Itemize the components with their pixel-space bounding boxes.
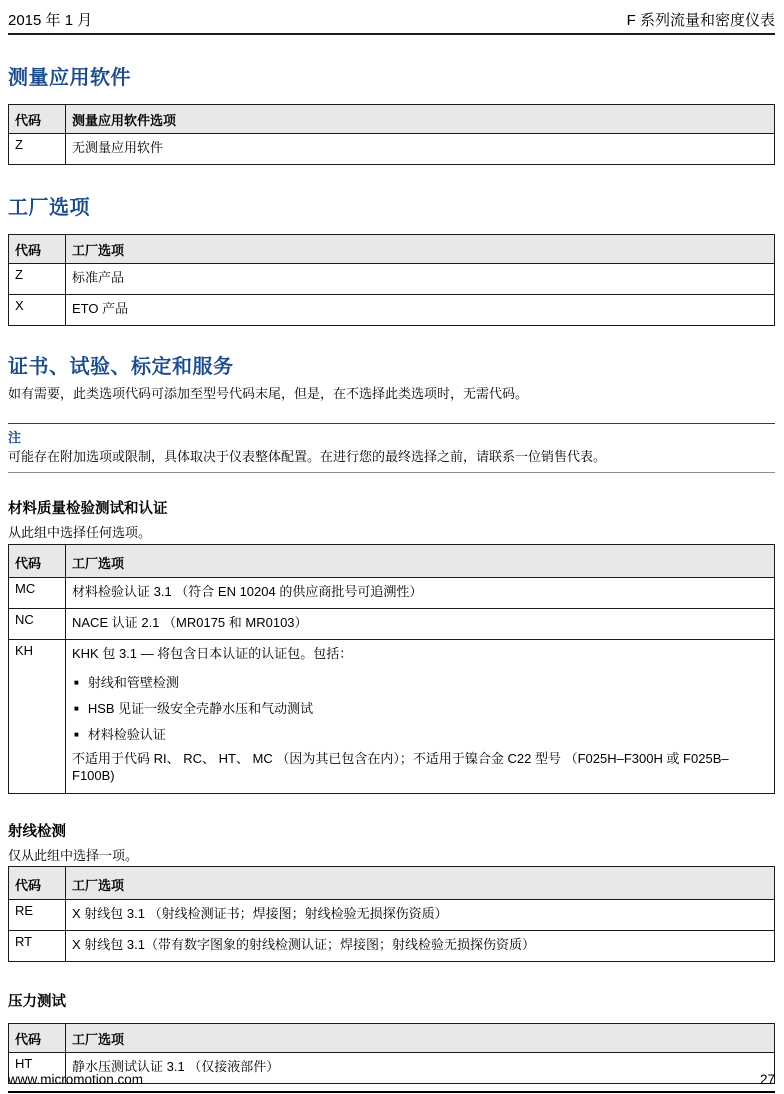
section-title-factory-options: 工厂选项 — [8, 197, 90, 219]
page-footer — [8, 1072, 775, 1093]
table-row — [9, 577, 775, 608]
kh-option-intro: KHK 包 3.1 — 将包含日本认证的认证包。包括： — [72, 645, 353, 661]
kh-restriction-note: 不适用于代码 RI、 RC、 HT、 MC （因为其已包含在内）；不适用于镍合金 C22 型号 （F025H–F300H 或 F025B–F100B) — [72, 750, 729, 784]
code-column-header: 代码 — [9, 867, 66, 900]
option-column-header: 工厂选项 — [66, 235, 775, 264]
kh-bullet-list — [74, 672, 768, 743]
option-cell: X 射线包 3.1 （射线检测证书；焊接图；射线检验无损探伤资质） — [66, 900, 775, 931]
page-header — [8, 0, 775, 35]
footer-url: www.micromotion.com — [8, 1072, 144, 1087]
table-row — [9, 264, 775, 295]
option-column-header: 工厂选项 — [66, 544, 775, 577]
option-cell: 静水压测试认证 3.1 （仅接液部件） — [66, 1053, 775, 1084]
code-cell: HT — [9, 1053, 66, 1084]
table-row — [9, 639, 775, 793]
code-column-header: 代码 — [9, 544, 66, 577]
code-cell: RE — [9, 900, 66, 931]
measurement-software-table — [8, 104, 775, 165]
option-cell: 无测量应用软件 — [66, 134, 775, 165]
subsection-title-radiographic: 射线检测 — [8, 823, 66, 840]
code-cell: KH — [9, 639, 66, 793]
code-cell: MC — [9, 577, 66, 608]
subsection-title-material-quality: 材料质量检验测试和认证 — [8, 501, 168, 518]
footer-page-number: 27 — [759, 1072, 775, 1087]
code-cell: RT — [9, 931, 66, 962]
code-column-header: 代码 — [9, 235, 66, 264]
table-row — [9, 900, 775, 931]
code-cell: NC — [9, 608, 66, 639]
note-block — [8, 423, 775, 474]
note-label: 注 — [8, 429, 22, 445]
table-row — [9, 608, 775, 639]
note-text: 可能存在附加选项或限制，具体取决于仪表整体配置。在进行您的最终选择之前，请联系一位销售代表。 — [8, 448, 607, 464]
bullet-item: ■ HSB 见证一级安全壳静水压和气动测试 — [74, 698, 768, 717]
option-column-header: 测量应用软件选项 — [66, 105, 775, 134]
subsection-title-pressure-test: 压力测试 — [8, 994, 66, 1011]
header-date: 2015 年 1 月 — [8, 12, 93, 29]
radiographic-subtitle: 仅从此组中选择一项。 — [8, 847, 139, 863]
material-quality-table — [8, 544, 775, 794]
option-cell: 材料检验认证 3.1 （符合 EN 10204 的供应商批号可追溯性） — [66, 577, 775, 608]
section-title-certificates: 证书、试验、标定和服务 — [8, 356, 234, 378]
option-cell: 标准产品 — [66, 264, 775, 295]
header-product-title: F 系列流量和密度仪表 — [626, 12, 775, 29]
code-column-header: 代码 — [9, 1024, 66, 1053]
section-title-measurement-software: 测量应用软件 — [8, 67, 131, 89]
table-header-row — [9, 235, 775, 264]
option-column-header: 工厂选项 — [66, 867, 775, 900]
table-header-row — [9, 1024, 775, 1053]
table-header-row — [9, 544, 775, 577]
option-cell: X 射线包 3.1（带有数字图象的射线检测认证；焊接图；射线检验无损探伤资质） — [66, 931, 775, 962]
table-header-row — [9, 867, 775, 900]
bullet-item: ■ 射线和管壁检测 — [74, 672, 768, 691]
option-cell — [66, 639, 775, 793]
table-row — [9, 931, 775, 962]
option-cell: ETO 产品 — [66, 295, 775, 326]
material-quality-subtitle: 从此组中选择任何选项。 — [8, 525, 152, 541]
option-cell: NACE 认证 2.1 （MR0175 和 MR0103） — [66, 608, 775, 639]
factory-options-table — [8, 234, 775, 326]
radiographic-table — [8, 866, 775, 962]
bullet-item: ■ 材料检验认证 — [74, 724, 768, 743]
certificates-intro: 如有需要，此类选项代码可添加至型号代码末尾，但是，在不选择此类选项时，无需代码。 — [8, 386, 529, 401]
code-column-header: 代码 — [9, 105, 66, 134]
table-row — [9, 295, 775, 326]
code-cell: Z — [9, 264, 66, 295]
table-header-row — [9, 105, 775, 134]
code-cell: X — [9, 295, 66, 326]
option-column-header: 工厂选项 — [66, 1024, 775, 1053]
table-row — [9, 134, 775, 165]
code-cell: Z — [9, 134, 66, 165]
